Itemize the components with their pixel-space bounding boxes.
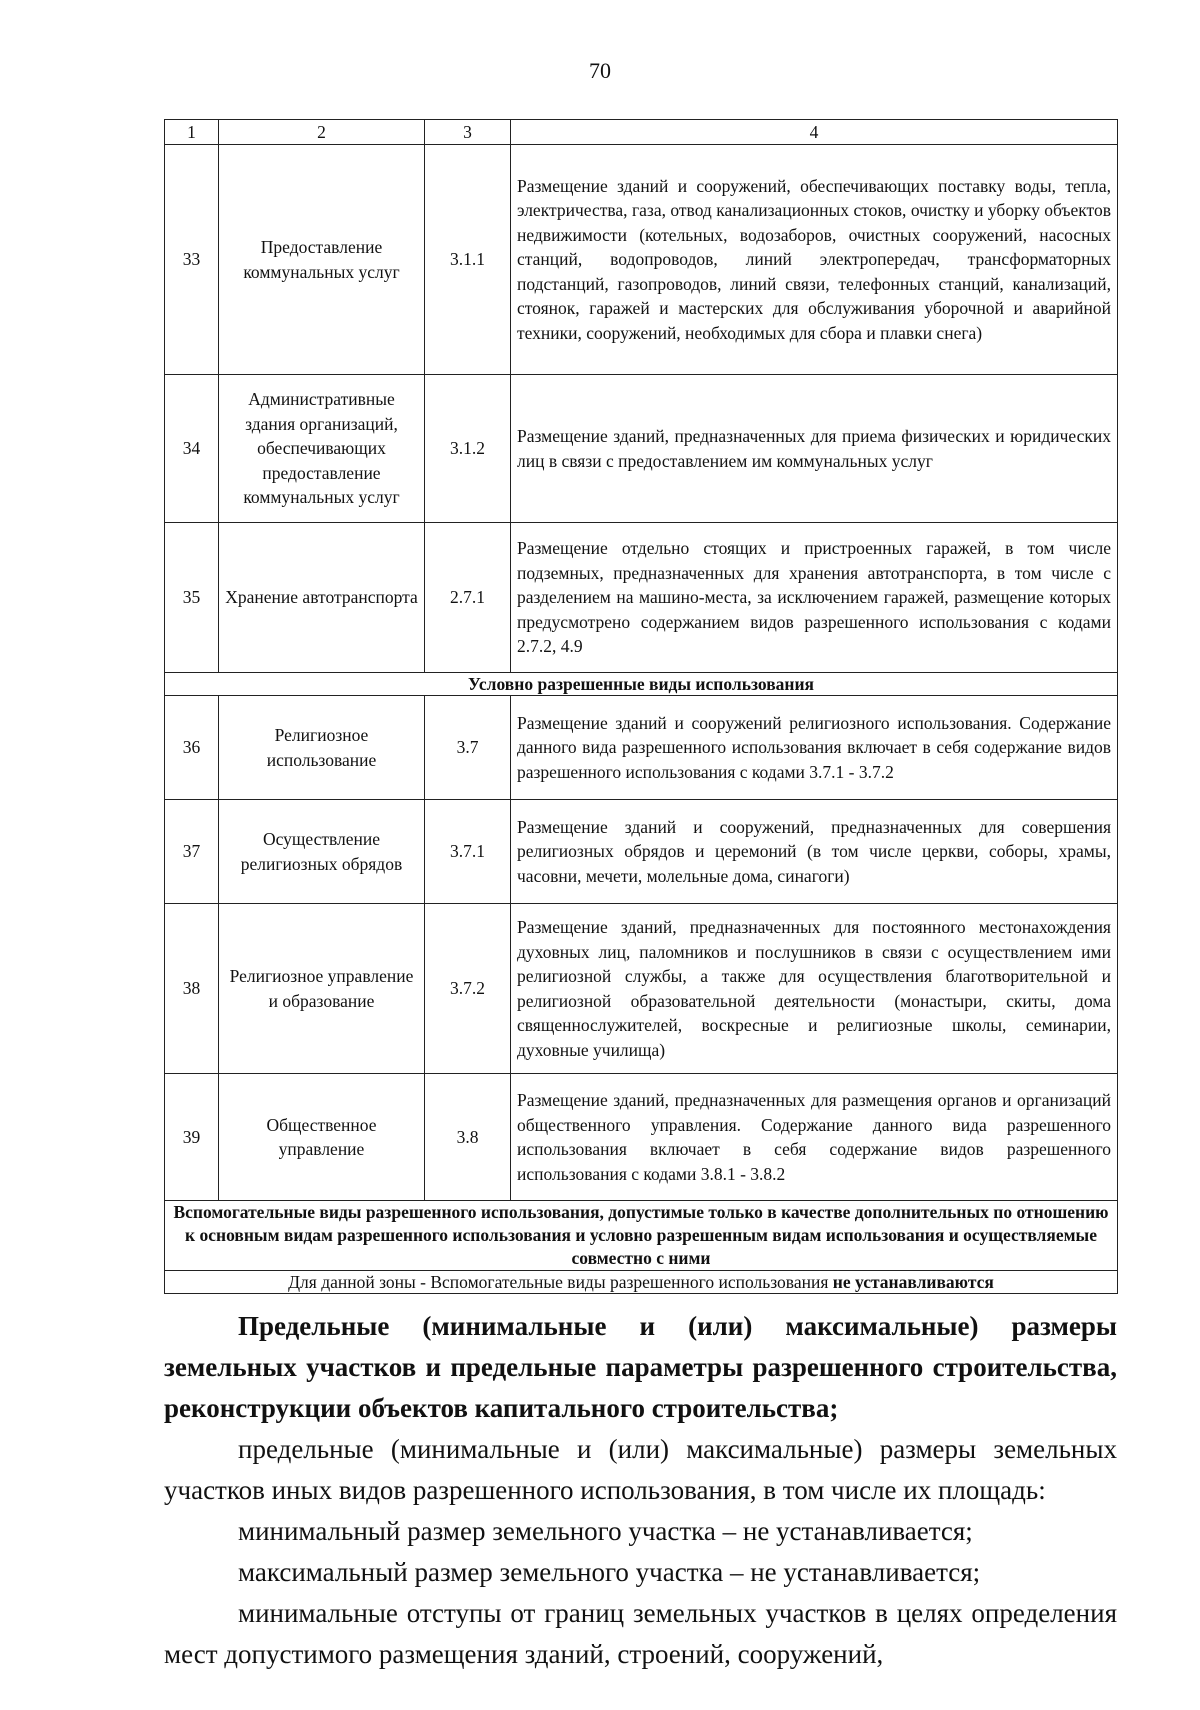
use-description: Размещение отдельно стоящих и пристроенных гаражей, в том числе подземных, предназначенных для хранения автотранспорта, в том числе с разделением на машино-места, за исключением гаражей, размещение которых предусмотрено содержанием видов разрешенного использования с кодами 2.7.2, 4.9 <box>511 523 1118 673</box>
use-description: Размещение зданий и сооружений, предназначенных для совершения религиозных обрядов и церемоний (в том числе церкви, соборы, храмы, часовни, мечети, молельные дома, синагоги) <box>511 800 1118 904</box>
section-title-conditional: Условно разрешенные виды использования <box>165 673 1118 696</box>
section-title-auxiliary: Вспомогательные виды разрешенного использования, допустимые только в качестве дополнительных по отношению к основным видам разрешенного использования и условно разрешенным видам использования и осуществляемые совместно с ними <box>165 1201 1118 1271</box>
table-row <box>165 1271 1118 1294</box>
body-text <box>164 1306 1117 1675</box>
use-name: Предоставление коммунальных услуг <box>219 145 425 375</box>
column-header: 4 <box>511 120 1118 145</box>
auxiliary-note <box>165 1271 1118 1294</box>
paragraph: минимальный размер земельного участка – не устанавливается; <box>238 1516 973 1546</box>
paragraph: минимальные отступы от границ земельных участков в целях определения мест допустимого размещения зданий, строений, сооружений, <box>164 1598 1117 1669</box>
page-number: 70 <box>589 58 611 83</box>
use-code: 3.1.1 <box>425 145 511 375</box>
row-number: 38 <box>165 904 219 1074</box>
row-number: 33 <box>165 145 219 375</box>
row-number: 35 <box>165 523 219 673</box>
use-name: Хранение автотранспорта <box>219 523 425 673</box>
use-code: 3.8 <box>425 1074 511 1201</box>
column-header: 2 <box>219 120 425 145</box>
table-row <box>165 1074 1118 1201</box>
use-description: Размещение зданий, предназначенных для постоянного местонахождения духовных лиц, паломников и послушников в связи с осуществлением ими религиозной службы, а также для осуществления благотворительной и религиозной образовательной деятельности (монастыри, скиты, дома священнослужителей, воскресные и религиозные школы, семинарии, духовные училища) <box>511 904 1118 1074</box>
section-row <box>165 1201 1118 1271</box>
use-name: Осуществление религиозных обрядов <box>219 800 425 904</box>
row-number: 36 <box>165 696 219 800</box>
use-name: Общественное управление <box>219 1074 425 1201</box>
table-row <box>165 375 1118 523</box>
auxiliary-note-emphasis: не устанавливаются <box>832 1272 994 1292</box>
column-header: 1 <box>165 120 219 145</box>
row-number: 34 <box>165 375 219 523</box>
table-row <box>165 523 1118 673</box>
use-description: Размещение зданий и сооружений религиозного использования. Содержание данного вида разрешенного использования включает в себя содержание видов разрешенного использования с кодами 3.7.1 - 3.7.2 <box>511 696 1118 800</box>
row-number: 37 <box>165 800 219 904</box>
use-code: 3.7.1 <box>425 800 511 904</box>
row-number: 39 <box>165 1074 219 1201</box>
use-description: Размещение зданий и сооружений, обеспечивающих поставку воды, тепла, электричества, газа, отвод канализационных стоков, очистку и уборку объектов недвижимости (котельных, водозаборов, очистных сооружений, насосных станций, водопроводов, линий электропередач, трансформаторных подстанций, газопроводов, линий связи, телефонных станций, канализаций, стоянок, гаражей и мастерских для обслуживания уборочной и аварийной техники, сооружений, необходимых для сбора и плавки снега) <box>511 145 1118 375</box>
auxiliary-note-text: Для данной зоны - Вспомогательные виды разрешенного использования <box>288 1272 833 1292</box>
use-name: Религиозное управление и образование <box>219 904 425 1074</box>
land-use-table <box>164 119 1118 1294</box>
use-description: Размещение зданий, предназначенных для размещения органов и организаций общественного управления. Содержание данного вида разрешенного использования включает в себя содержание видов разрешенного использования с кодами 3.8.1 - 3.8.2 <box>511 1074 1118 1201</box>
use-code: 2.7.1 <box>425 523 511 673</box>
column-header: 3 <box>425 120 511 145</box>
use-code: 3.1.2 <box>425 375 511 523</box>
paragraph: максимальный размер земельного участка – не устанавливается; <box>238 1557 981 1587</box>
section-heading: Предельные (минимальные и (или) максимальные) размеры земельных участков и предельные параметры разрешенного строительства, реконструкции объектов капитального строительства; <box>164 1311 1117 1423</box>
section-row <box>165 673 1118 696</box>
use-name: Административные здания организаций, обеспечивающих предоставление коммунальных услуг <box>219 375 425 523</box>
table-header-row <box>165 120 1118 145</box>
table-row <box>165 800 1118 904</box>
use-code: 3.7.2 <box>425 904 511 1074</box>
use-code: 3.7 <box>425 696 511 800</box>
table-row <box>165 904 1118 1074</box>
table-row <box>165 696 1118 800</box>
use-name: Религиозное использование <box>219 696 425 800</box>
paragraph: предельные (минимальные и (или) максимальные) размеры земельных участков иных видов разрешенного использования, в том числе их площадь: <box>164 1434 1117 1505</box>
table-row <box>165 145 1118 375</box>
use-description: Размещение зданий, предназначенных для приема физических и юридических лиц в связи с предоставлением им коммунальных услуг <box>511 375 1118 523</box>
